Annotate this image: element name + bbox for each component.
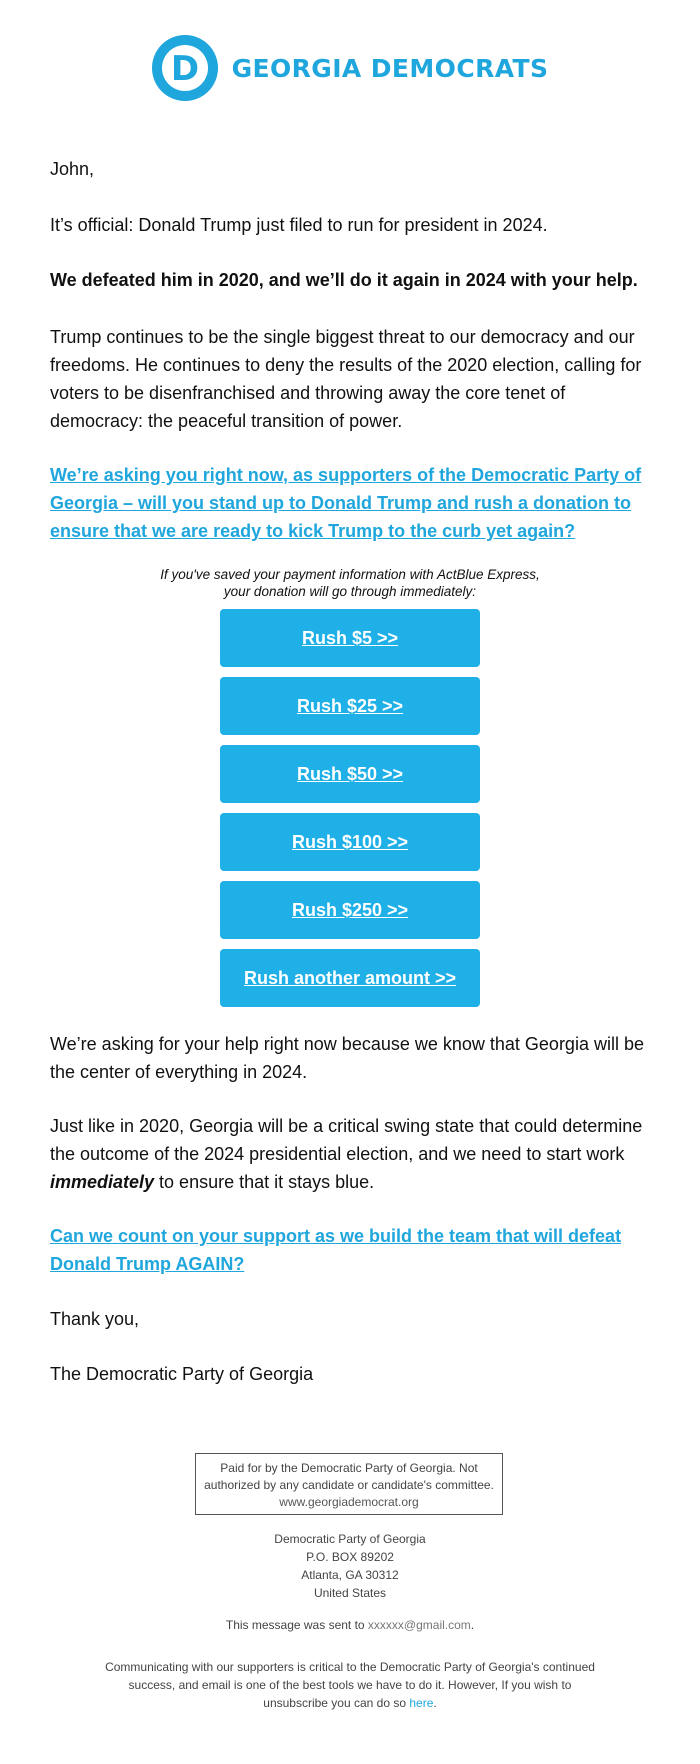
paid-url: www.georgiademocrat.org (279, 1495, 419, 1509)
donate-25-button[interactable]: Rush $25 >> (220, 677, 480, 735)
actblue-note (0, 566, 700, 600)
paragraph-official: It’s official: Donald Trump just filed to run for president in 2024. (50, 215, 548, 235)
donate-50-button[interactable]: Rush $50 >> (220, 745, 480, 803)
actblue-note-line-2: your donation will go through immediately: (223, 584, 477, 599)
cta-link-support[interactable]: Can we count on your support as we build the team that will defeat Donald Trump AGAIN? (50, 1226, 622, 1274)
paragraph-swing-state: Just like in 2020, Georgia will be a critical swing state that could determine the outcome of the 2024 presidential election, and we need to start work immediately to ensure that it stays blue. (50, 1116, 643, 1192)
actblue-note-line-1: If you've saved your payment information with ActBlue Express, (160, 567, 540, 582)
donate-100-button[interactable]: Rush $100 >> (220, 813, 480, 871)
paid-for-disclaimer: Paid for by the Democratic Party of Georgia. Not authorized by any candidate or candidate's committee. www.georgiademocrat.org (195, 1453, 503, 1515)
logo-text: GEORGIA DEMOCRATS (231, 53, 549, 83)
paragraph-center-of-everything: We’re asking for your help right now because we know that Georgia will be the center of everything in 2024. (50, 1034, 644, 1082)
cta-paragraph-1 (50, 461, 650, 545)
donate-250-button[interactable]: Rush $250 >> (220, 881, 480, 939)
donate-other-amount-button[interactable]: Rush another amount >> (220, 949, 480, 1007)
emphasis-immediately: immediately (50, 1172, 155, 1192)
email-header (0, 34, 700, 102)
donate-5-button[interactable]: Rush $5 >> (220, 609, 480, 667)
logo-letter: D (170, 49, 199, 89)
closing: Thank you, (50, 1309, 140, 1329)
unsubscribe-notice: Communicating with our supporters is critical to the Democratic Party of Georgia's continued success, and email is one of the best tools we have to do it. However, If you wish to unsubscribe you can do so here. (105, 1660, 595, 1710)
recipient-email: xxxxxx@gmail.com (367, 1618, 471, 1632)
cta-paragraph-2 (50, 1222, 650, 1278)
unsubscribe-link[interactable]: here (409, 1696, 434, 1710)
sent-to-notice: This message was sent to xxxxxx@gmail.com. (225, 1618, 475, 1632)
democrats-logo-icon (152, 35, 218, 101)
paragraph-threat: Trump continues to be the single biggest threat to our democracy and our freedoms. He continues to deny the results of the 2020 election, calling for voters to be disenfranchised and throwing away the core tenet of democracy: the peaceful transition of power. (50, 327, 642, 431)
mailing-address: Democratic Party of Georgia P.O. BOX 89202 Atlanta, GA 30312 United States (274, 1532, 426, 1600)
paragraph-defeated-bold: We defeated him in 2020, and we’ll do it again in 2024 with your help. (50, 270, 638, 290)
signature: The Democratic Party of Georgia (50, 1364, 314, 1384)
cta-link-donate[interactable]: We’re asking you right now, as supporters of the Democratic Party of Georgia – will you stand up to Donald Trump and rush a donation to ensure that we are ready to kick Trump to the curb yet again? (50, 465, 642, 541)
greeting: John, (50, 159, 95, 179)
